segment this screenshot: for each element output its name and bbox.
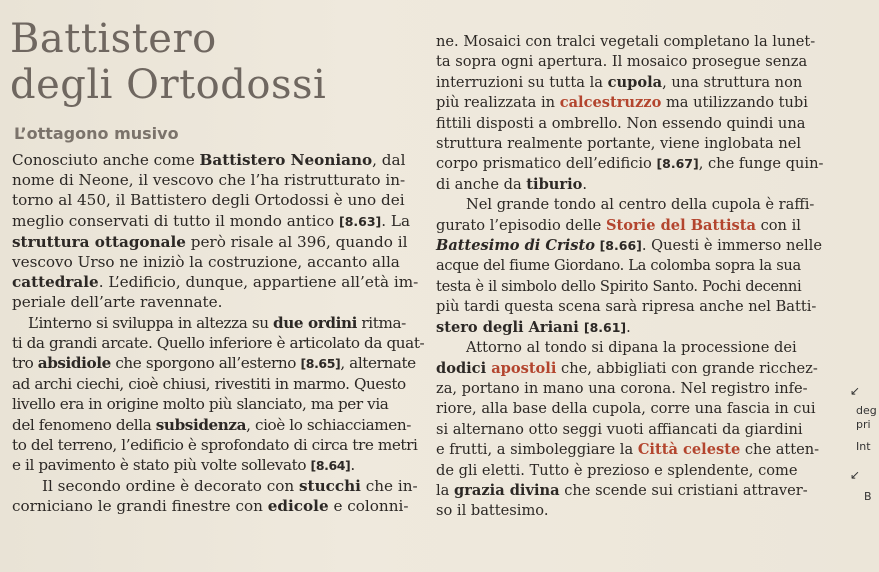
paragraph-dome: ne. Mosaici con tralci vegetali completano la lunet- ta sopra ogni apertura. Il mosaico prosegue senza interruzioni su tutta la cupola, una struttura non più realizzata in calcestruzzo ma utilizzando tubi fittili disposti a ombrello. Non essendo quindi una struttura realmente portante, viene inglobata nel corpo prismatico dell’edificio [8.67], che funge quin- di anche da tiburio. xyxy=(436,33,824,193)
margin-note: B xyxy=(864,490,872,503)
arrow-icon: ↙ xyxy=(850,384,861,398)
bold-term: cupola xyxy=(607,73,663,91)
left-text-column xyxy=(12,150,430,517)
bold-term: due ordini xyxy=(273,313,357,332)
margin-note: Int xyxy=(856,440,871,453)
paragraph-second-order: Il secondo ordine è decorato con stucchi che in- corniciano le grandi finestre con edicole e colonni- xyxy=(12,477,418,516)
figure-ref: [8.61] xyxy=(583,319,627,335)
artwork-title: Battesimo di Cristo xyxy=(436,237,595,255)
bold-term: tiburio xyxy=(526,175,583,193)
paragraph-baptism: Nel grande tondo al centro della cupola è raffi- gurato l’episodio delle Storie del Battista con il Battesimo di Cristo [8.66]. Questi è immerso nelle acque del fiume Giordano. La colomba sopra la sua testa è il simbolo dello Spirito Santo. Pochi decenni più tardi questa scena sarà ripresa anche nel Batti- stero degli Ariani [8.61]. xyxy=(436,196,822,336)
paragraph-intro: Conosciuto anche come Battistero Neoniano, dal nome di Neone, il vescovo che l’ha ristrutturato in- torno al 450, il Battistero degli Ortodossi è uno dei meglio conservati di tutto il mondo antico [8.63]. La struttura ottagonale però risale al 396, quando il vescovo Urso ne iniziò la costruzione, accanto alla cattedrale. L’edificio, dunque, appartiene all’età im- periale dell’arte ravennate. xyxy=(12,151,419,312)
paragraph-interior-cont: ti da grandi arcate. Quello inferiore è articolato da quat- tro absidiole che sporgono all’esterno [8.65], alternate ad archi ciechi, cioè chiusi, rivestiti in marmo. Questo livello era in origine molto più slanciato, ma per via del fenomeno della subsidenza, cioè lo schiacciamen- to del terreno, l’edificio è sprofondato di circa tre metri e il pavimento è stato più volte sollevato [8.64]. xyxy=(12,333,425,475)
highlight-term: calcestruzzo xyxy=(559,94,662,112)
arrow-icon: ↙ xyxy=(850,468,861,482)
page-title xyxy=(10,16,326,108)
figure-ref: [8.65] xyxy=(300,356,341,372)
highlight-term: Storie del Battista xyxy=(605,216,756,234)
section-subheading: L’ottagono musivo xyxy=(14,124,179,143)
bold-term: stucchi xyxy=(299,477,361,496)
figure-ref: [8.63] xyxy=(339,213,382,229)
bold-term: struttura ottagonale xyxy=(12,232,186,251)
figure-ref: [8.64] xyxy=(310,458,351,474)
figure-ref: [8.66] xyxy=(599,238,642,254)
bold-term: Battistero Neoniano xyxy=(199,151,373,169)
highlight-term: Città celeste xyxy=(637,441,741,459)
bold-term: edicole xyxy=(267,497,329,516)
margin-note: deg xyxy=(856,404,877,417)
bold-term: cattedrale xyxy=(12,273,99,292)
paragraph-apostles: Attorno al tondo si dipana la processione dei dodici apostoli che, abbigliati con grande ricchez- za, portano in mano una corona. Nel registro infe- riore, alla base della cupola, corre una fascia in cui si alternano otto seggi vuoti affiancati da giardini e frutti, a simboleggiare la Città celeste che atten- de gli eletti. Tutto è prezioso e splendente, come la grazia divina che scende sui cristiani attraver- so il battesimo. xyxy=(436,339,820,520)
highlight-term: apostoli xyxy=(491,359,557,377)
bold-term: subsidenza xyxy=(155,415,247,434)
paragraph-interior: L’interno si sviluppa in altezza su due ordini ritma- xyxy=(28,313,406,332)
bold-term: grazia divina xyxy=(454,481,560,499)
bold-term: stero degli Ariani xyxy=(436,318,584,336)
title-line-1: Battistero xyxy=(10,16,217,62)
title-line-2: degli Ortodossi xyxy=(10,62,327,108)
margin-note: pri xyxy=(856,418,871,431)
bold-term: absidiole xyxy=(37,354,111,373)
figure-ref: [8.67] xyxy=(656,156,699,172)
right-text-column xyxy=(436,32,831,522)
